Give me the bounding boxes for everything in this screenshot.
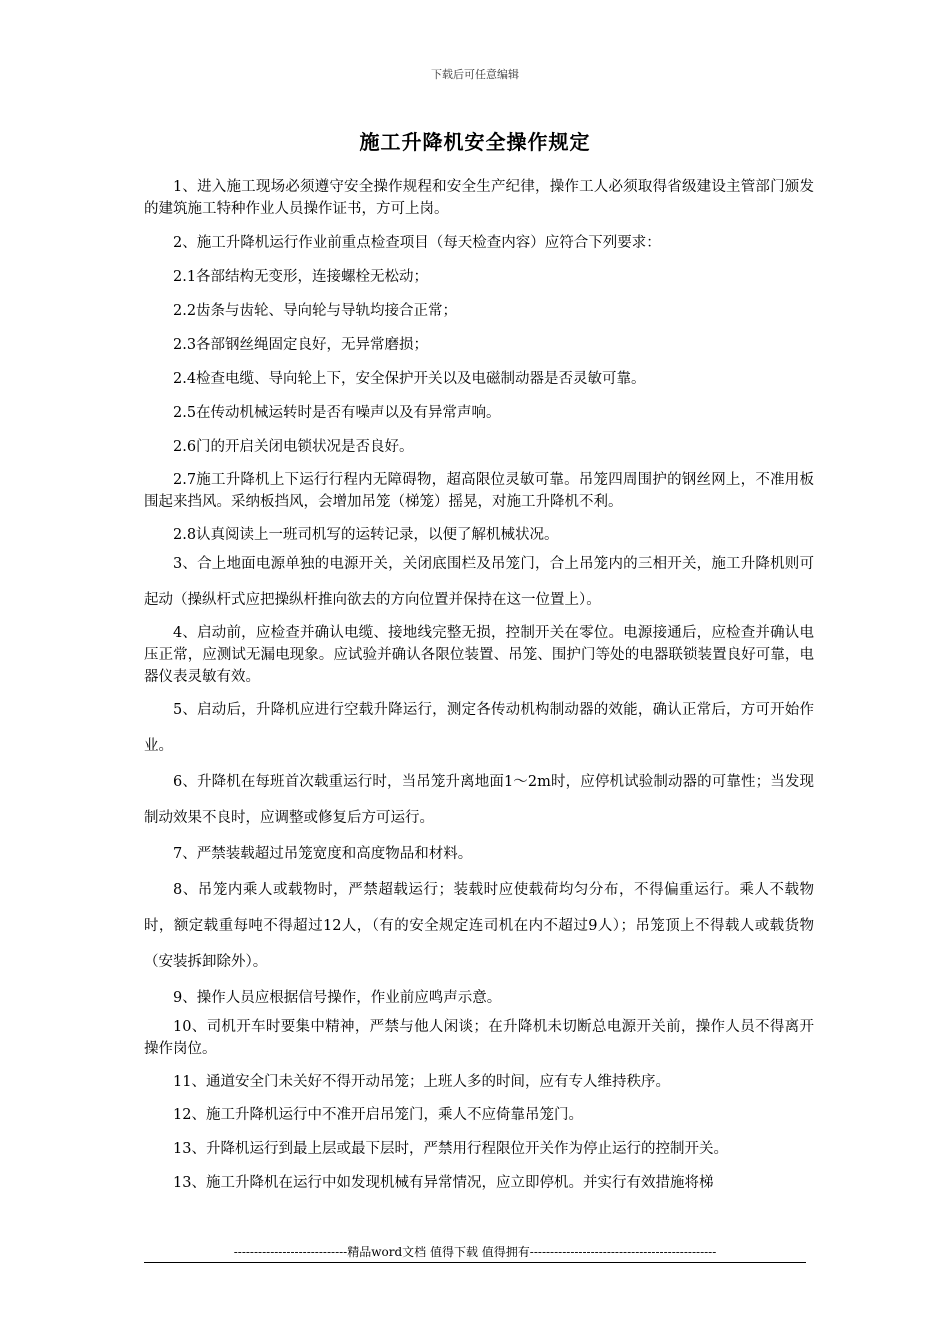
paragraph-7: 7、严禁装载超过吊笼宽度和高度物品和材料。: [173, 846, 473, 862]
document-title: 施工升降机安全操作规定: [359, 130, 591, 154]
paragraph-1: 1、进入施工现场必须遵守安全操作规程和安全生产纪律，操作工人必须取得省级建设主管部门颁发的建筑施工特种作业人员操作证书，方可上岗。: [144, 179, 814, 217]
paragraph-8: 8、吊笼内乘人或载物时，严禁超载运行；装载时应使载荷均匀分布，不得偏重运行。乘人不载物时，额定载重每吨不得超过12人，（有的安全规定连司机在内不超过9人）；吊笼顶上不得载人或载货物（安装拆卸除外）。: [144, 882, 814, 970]
document-body: [144, 176, 814, 1194]
paragraph-4: 4、启动前，应检查并确认电缆、接地线完整无损，控制开关在零位。电源接通后，应检查并确认电压正常，应测试无漏电现象。应试验并确认各限位装置、吊笼、围护门等处的电器联锁装置良好可靠，电器仪表灵敏有效。: [144, 625, 814, 685]
paragraph-13b: 13、施工升降机在运行中如发现机械有异常情况，应立即停机。并实行有效措施将梯: [173, 1175, 714, 1191]
paragraph-9: 9、操作人员应根据信号操作，作业前应鸣声示意。: [173, 990, 502, 1006]
header-note: 下载后可任意编辑: [431, 68, 519, 81]
paragraph-2-7: 2.7施工升降机上下运行行程内无障碍物，超高限位灵敏可靠。吊笼四周围护的钢丝网上，不准用板围起来挡风。采纳板挡风，会增加吊笼（梯笼）摇晃，对施工升降机不利。: [144, 472, 814, 510]
paragraph-6: 6、升降机在每班首次载重运行时，当吊笼升离地面1～2m时，应停机试验制动器的可靠性；当发现制动效果不良时，应调整或修复后方可运行。: [144, 774, 814, 826]
paragraph-3: 3、合上地面电源单独的电源开关，关闭底围栏及吊笼门，合上吊笼内的三相开关，施工升降机则可起动（操纵杆式应把操纵杆推向欲去的方向位置并保持在这一位置上）。: [144, 556, 814, 608]
paragraph-2-4: 2.4检查电缆、导向轮上下，安全保护开关以及电磁制动器是否灵敏可靠。: [173, 371, 646, 387]
paragraph-2-2: 2.2齿条与齿轮、导向轮与导轨均接合正常；: [173, 303, 458, 319]
page-footer: ----------------------------精品word文档 值得下载 值得拥有----------------------------------------------: [144, 1243, 806, 1263]
paragraph-11: 11、通道安全门未关好不得开动吊笼；上班人多的时间，应有专人维持秩序。: [173, 1074, 670, 1090]
paragraph-5: 5、启动后，升降机应进行空载升降运行，测定各传动机构制动器的效能，确认正常后，方可开始作业。: [144, 702, 814, 754]
paragraph-10: 10、司机开车时要集中精神，严禁与他人闲谈；在升降机未切断总电源开关前，操作人员不得离开操作岗位。: [144, 1019, 814, 1057]
paragraph-12: 12、施工升降机运行中不准开启吊笼门，乘人不应倚靠吊笼门。: [173, 1107, 583, 1123]
paragraph-2-5: 2.5在传动机械运转时是否有噪声以及有异常声响。: [173, 405, 501, 421]
paragraph-2: 2、施工升降机运行作业前重点检查项目（每天检查内容）应符合下列要求：: [173, 235, 661, 251]
paragraph-2-8: 2.8认真阅读上一班司机写的运转记录，以便了解机械状况。: [173, 527, 559, 543]
paragraph-13a: 13、升降机运行到最上层或最下层时，严禁用行程限位开关作为停止运行的控制开关。: [173, 1141, 728, 1157]
paragraph-2-6: 2.6门的开启关闭电锁状况是否良好。: [173, 439, 414, 455]
paragraph-2-1: 2.1各部结构无变形，连接螺栓无松动；: [173, 269, 429, 285]
paragraph-2-3: 2.3各部钢丝绳固定良好，无异常磨损；: [173, 337, 429, 353]
